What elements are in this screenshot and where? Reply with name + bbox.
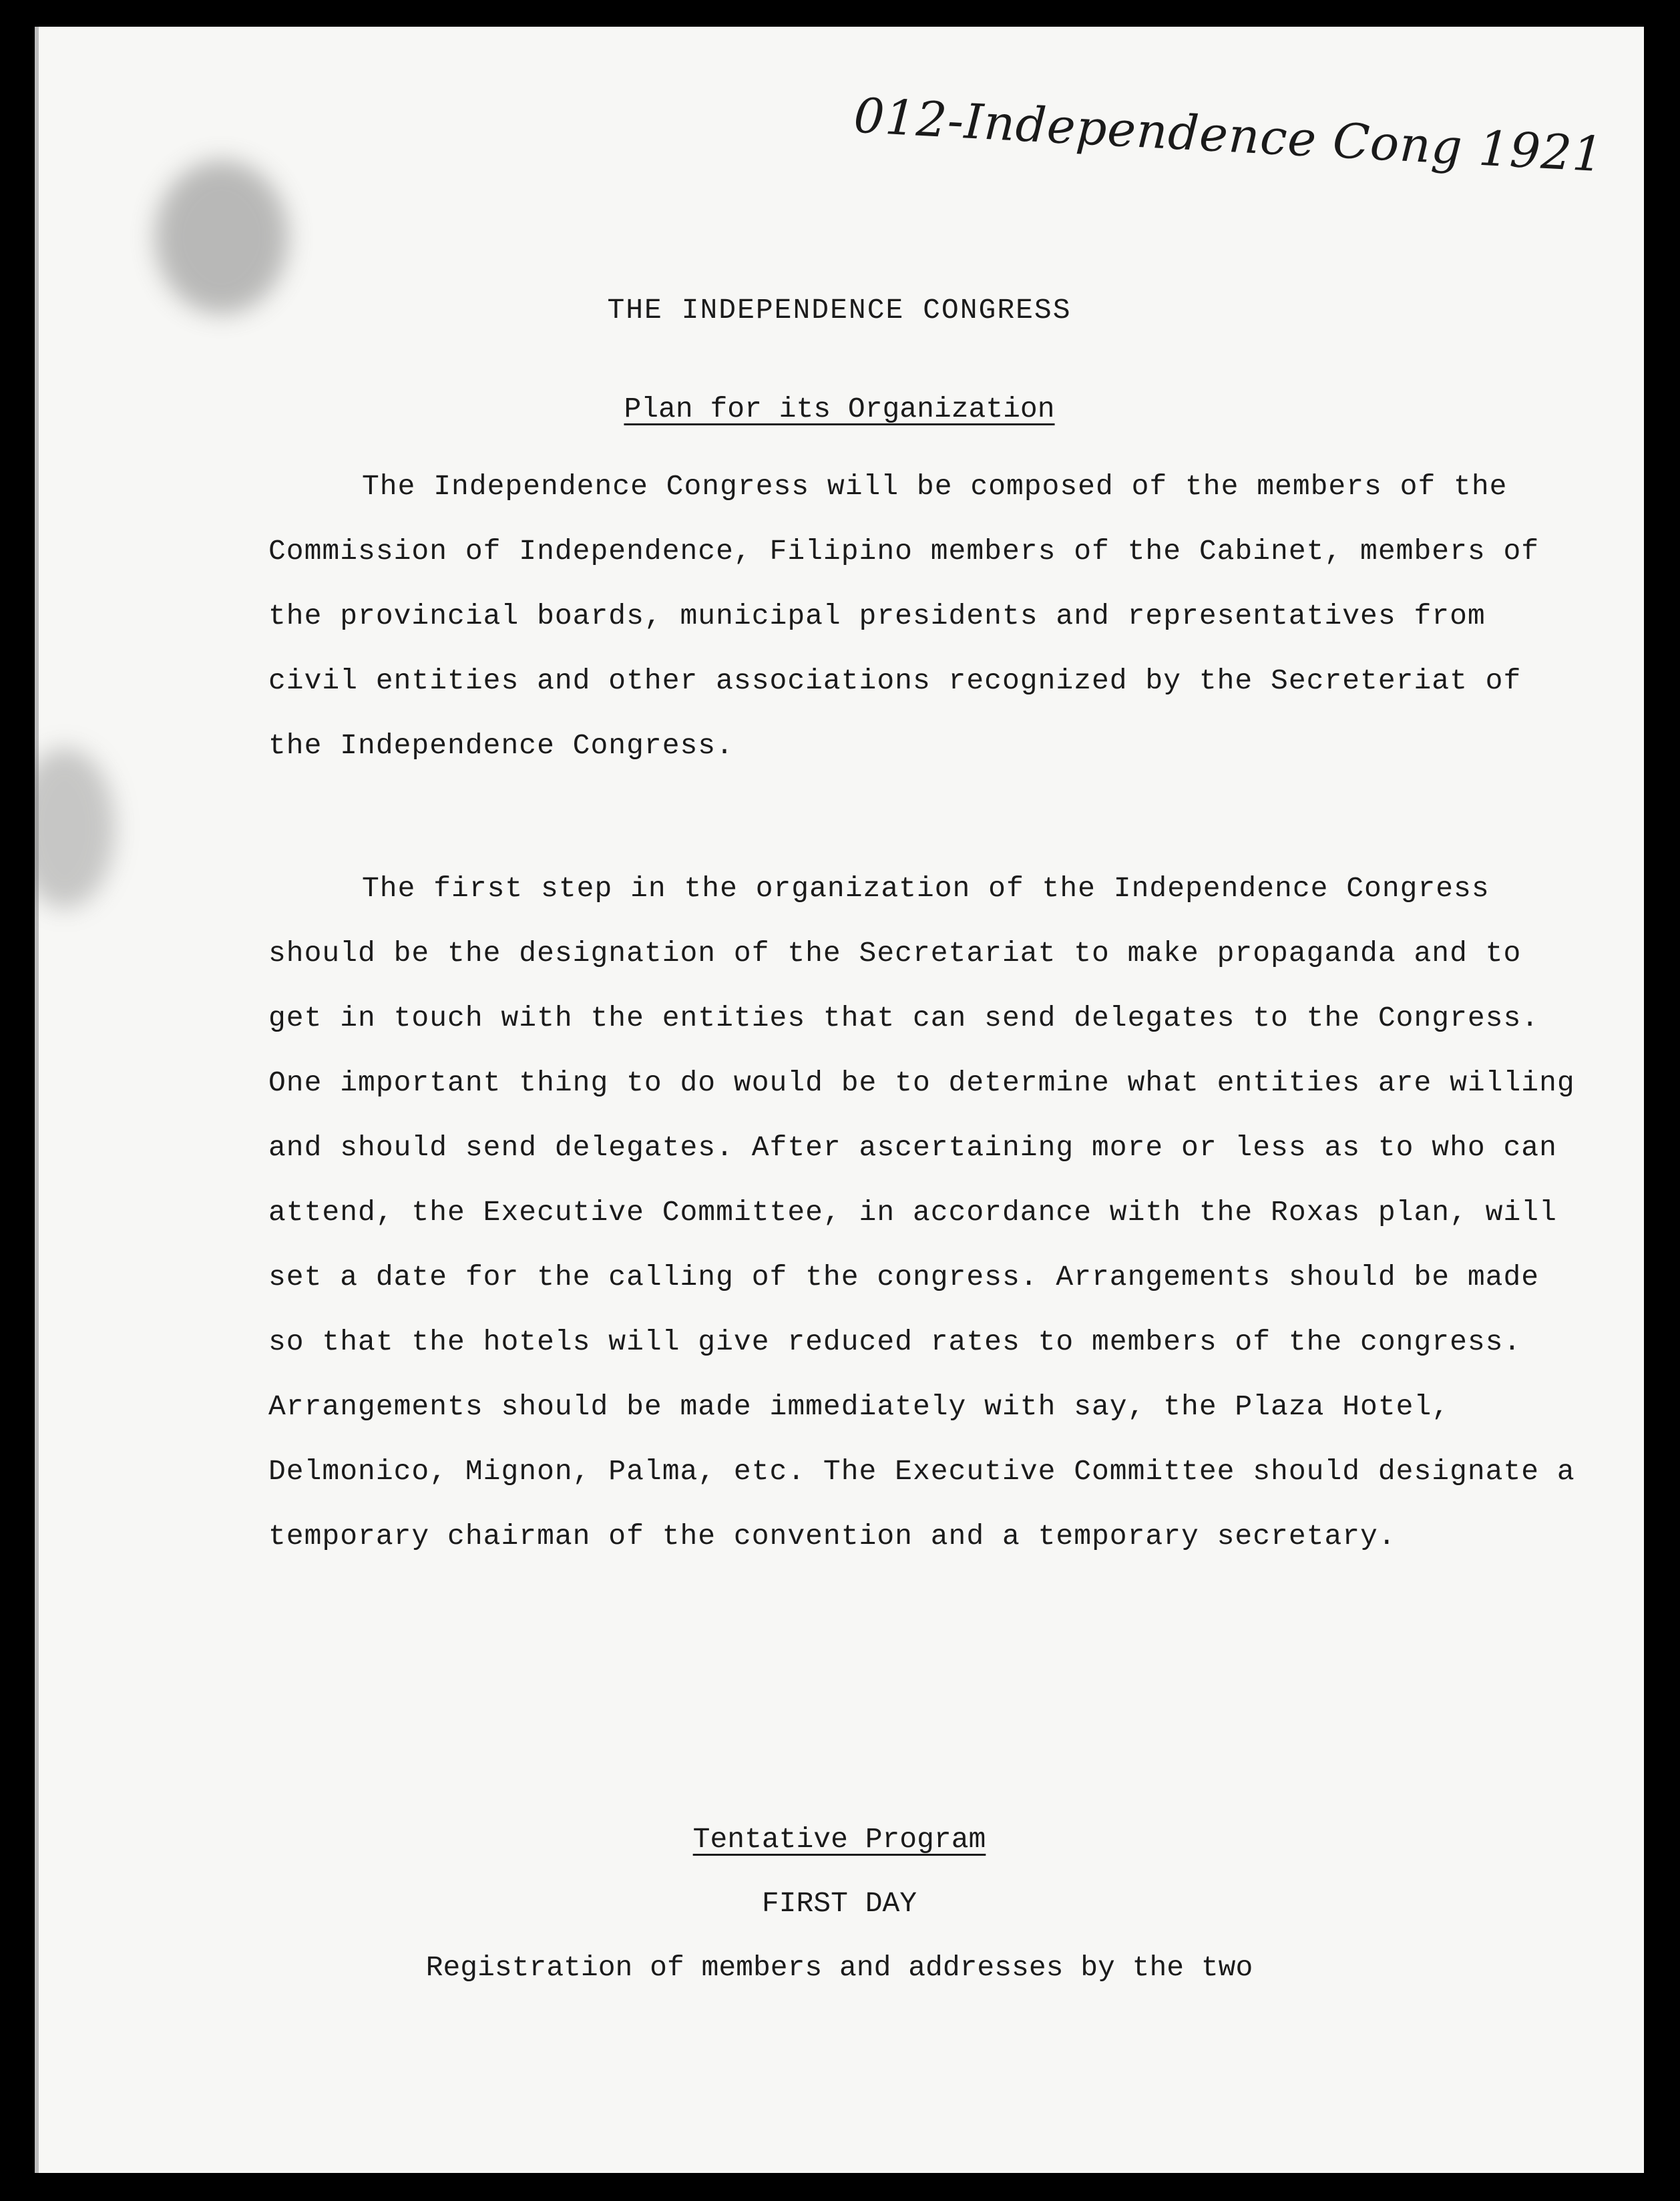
final-line: Registration of members and addresses by the two — [425, 1951, 1253, 1984]
program-heading-text: Tentative Program — [692, 1823, 986, 1856]
ink-smudge — [35, 748, 115, 908]
program-heading — [35, 1823, 1644, 1856]
day-heading: FIRST DAY — [761, 1887, 917, 1920]
handwritten-margin-note: 012-Independence Cong 1921 — [852, 87, 1605, 183]
document-page — [35, 27, 1644, 2173]
ink-smudge — [155, 160, 288, 314]
subtitle-text: Plan for its Organization — [624, 393, 1055, 425]
document-subtitle — [35, 393, 1644, 425]
paragraph-composition: The Independence Congress will be composed of the members of the Commission of Independence, Filipino members of the Cabinet, members of the provincial boards, municipal presidents and representatives from civil entities and other associations recognized by the Secreteriat of the Independence Congress. — [268, 470, 1540, 762]
document-title: THE INDEPENDENCE CONGRESS — [607, 294, 1072, 327]
paragraph-organization-steps: The first step in the organization of the Independence Congress should be the designation of the Secretariat to make propaganda and to get in touch with the entities that can send delegates to the Congress. One important thing to do would be to determine what entities are willing and should send delegates. After ascertaining more or less as to who can attend, the Executive Committee, in accordance with the Roxas plan, will set a date for the calling of the congress. Arrangements should be made so that the hotels will give reduced rates to members of the congress. Arrangements should be made immediately with say, the Plaza Hotel, Delmonico, Mignon, Palma, etc. The Executive Committee should designate a temporary chairman of the convention and a temporary secretary. — [268, 872, 1575, 1553]
